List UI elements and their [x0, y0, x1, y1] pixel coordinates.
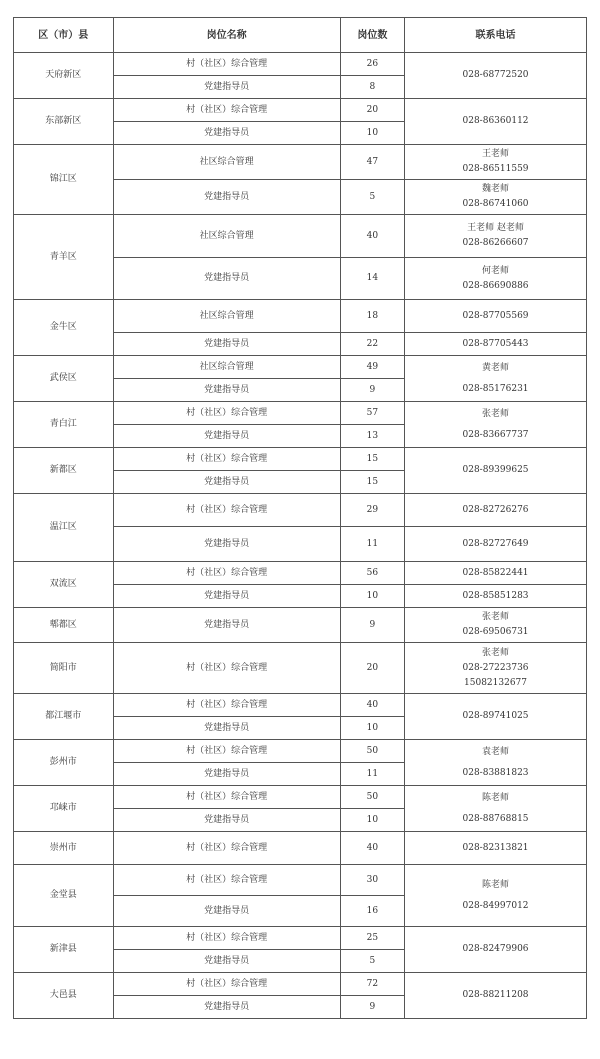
count-cell: 40	[340, 694, 404, 717]
contact-line: 王老师	[482, 149, 510, 159]
table-row	[14, 402, 587, 425]
contact-line: 陈老师	[482, 879, 510, 890]
phone-cell	[405, 333, 587, 356]
contact-line: 028-86690886	[462, 280, 529, 291]
count-cell: 10	[340, 122, 404, 145]
count-cell: 18	[340, 300, 404, 333]
county-cell: 大邑县	[14, 973, 114, 1019]
count-cell: 57	[340, 402, 404, 425]
count-cell: 9	[340, 608, 404, 643]
table-row	[14, 215, 587, 258]
phone-cell	[405, 786, 587, 832]
count-cell: 10	[340, 717, 404, 740]
contact-line: 何老师	[482, 265, 510, 276]
count-cell: 25	[340, 927, 404, 950]
count-cell: 49	[340, 356, 404, 379]
contact-line: 028-88211208	[462, 990, 529, 1000]
contact-line: 张老师	[482, 408, 510, 419]
phone-cell	[405, 448, 587, 494]
post-cell: 党建指导员	[113, 471, 340, 494]
phone-cell	[405, 832, 587, 865]
post-cell: 村（社区）综合管理	[113, 53, 340, 76]
county-cell: 天府新区	[14, 53, 114, 99]
post-cell: 党建指导员	[113, 996, 340, 1019]
count-cell: 29	[340, 494, 404, 527]
header-phone: 联系电话	[405, 18, 587, 53]
contact-line: 028-87705443	[462, 338, 529, 349]
count-cell: 10	[340, 585, 404, 608]
table-row	[14, 973, 587, 996]
contact-line: 028-82726276	[462, 504, 529, 515]
table-row	[14, 927, 587, 950]
recruitment-table	[13, 17, 587, 1019]
post-cell: 村（社区）综合管理	[113, 973, 340, 996]
phone-cell	[405, 53, 587, 99]
header-county: 区（市）县	[14, 18, 114, 53]
contact-line: 028-89399625	[462, 465, 529, 475]
post-cell: 党建指导员	[113, 608, 340, 643]
phone-cell	[405, 740, 587, 786]
post-cell: 党建指导员	[113, 425, 340, 448]
county-cell: 青白江	[14, 402, 114, 448]
post-cell: 党建指导员	[113, 717, 340, 740]
count-cell: 47	[340, 145, 404, 180]
table-row	[14, 53, 587, 76]
post-cell: 党建指导员	[113, 527, 340, 562]
phone-cell	[405, 562, 587, 585]
phone-cell	[405, 927, 587, 973]
table-row	[14, 99, 587, 122]
contact-line: 028-82479906	[462, 944, 529, 954]
count-cell: 40	[340, 832, 404, 865]
table-body	[14, 53, 587, 1019]
count-cell: 10	[340, 809, 404, 832]
county-cell: 双流区	[14, 562, 114, 608]
post-cell: 党建指导员	[113, 379, 340, 402]
county-cell: 武侯区	[14, 356, 114, 402]
contact-line: 028-88768815	[462, 813, 529, 824]
count-cell: 11	[340, 763, 404, 786]
post-cell: 党建指导员	[113, 950, 340, 973]
contact-line: 028-27223736	[462, 662, 529, 673]
phone-cell	[405, 527, 587, 562]
contact-line: 028-82313821	[462, 842, 529, 853]
post-cell: 村（社区）综合管理	[113, 832, 340, 865]
phone-cell	[405, 145, 587, 180]
county-cell: 邛崃市	[14, 786, 114, 832]
contact-line: 028-84997012	[462, 900, 529, 911]
header-count: 岗位数	[340, 18, 404, 53]
count-cell: 20	[340, 99, 404, 122]
count-cell: 50	[340, 740, 404, 763]
count-cell: 22	[340, 333, 404, 356]
count-cell: 13	[340, 425, 404, 448]
post-cell: 党建指导员	[113, 180, 340, 215]
contact-line: 028-86741060	[462, 199, 529, 209]
post-cell: 村（社区）综合管理	[113, 865, 340, 896]
phone-cell	[405, 356, 587, 402]
contact-line: 张老师	[482, 612, 510, 622]
post-cell: 党建指导员	[113, 258, 340, 300]
phone-cell	[405, 300, 587, 333]
post-cell: 社区综合管理	[113, 300, 340, 333]
county-cell: 崇州市	[14, 832, 114, 865]
contact-line: 王老师 赵老师	[467, 223, 524, 233]
post-cell: 党建指导员	[113, 763, 340, 786]
contact-line: 028-68772520	[462, 70, 529, 80]
phone-cell	[405, 865, 587, 927]
contact-line: 028-86360112	[462, 116, 529, 126]
header-post: 岗位名称	[113, 18, 340, 53]
table-row	[14, 608, 587, 643]
contact-line: 028-83667737	[462, 429, 529, 440]
table-row	[14, 448, 587, 471]
count-cell: 14	[340, 258, 404, 300]
count-cell: 20	[340, 643, 404, 694]
county-cell: 青羊区	[14, 215, 114, 300]
county-cell: 郫都区	[14, 608, 114, 643]
phone-cell	[405, 258, 587, 300]
contact-line: 028-82727649	[462, 538, 529, 549]
count-cell: 9	[340, 379, 404, 402]
phone-cell	[405, 494, 587, 527]
county-cell: 新津县	[14, 927, 114, 973]
table-row	[14, 832, 587, 865]
phone-cell	[405, 694, 587, 740]
count-cell: 30	[340, 865, 404, 896]
post-cell: 党建指导员	[113, 76, 340, 99]
county-cell: 东部新区	[14, 99, 114, 145]
post-cell: 村（社区）综合管理	[113, 562, 340, 585]
contact-line: 028-85822441	[462, 567, 529, 578]
table-row	[14, 694, 587, 717]
phone-cell	[405, 99, 587, 145]
phone-cell	[405, 973, 587, 1019]
phone-cell	[405, 215, 587, 258]
contact-line: 陈老师	[482, 792, 510, 803]
post-cell: 村（社区）综合管理	[113, 694, 340, 717]
contact-line: 028-83881823	[462, 767, 529, 778]
phone-cell	[405, 585, 587, 608]
post-cell: 村（社区）综合管理	[113, 927, 340, 950]
phone-cell	[405, 608, 587, 643]
post-cell: 党建指导员	[113, 896, 340, 927]
count-cell: 11	[340, 527, 404, 562]
phone-cell	[405, 180, 587, 215]
header-row	[14, 18, 587, 53]
county-cell: 金堂县	[14, 865, 114, 927]
post-cell: 村（社区）综合管理	[113, 99, 340, 122]
contact-line: 魏老师	[482, 184, 510, 194]
contact-line: 028-85851283	[462, 590, 529, 601]
contact-line: 028-87705569	[462, 310, 529, 321]
phone-cell	[405, 643, 587, 694]
table-row	[14, 865, 587, 896]
post-cell: 党建指导员	[113, 585, 340, 608]
contact-line: 袁老师	[482, 746, 510, 757]
table-row	[14, 356, 587, 379]
count-cell: 26	[340, 53, 404, 76]
post-cell: 社区综合管理	[113, 356, 340, 379]
contact-line: 028-89741025	[462, 711, 529, 721]
post-cell: 村（社区）综合管理	[113, 786, 340, 809]
county-cell: 简阳市	[14, 643, 114, 694]
table-row	[14, 740, 587, 763]
count-cell: 5	[340, 180, 404, 215]
count-cell: 5	[340, 950, 404, 973]
count-cell: 16	[340, 896, 404, 927]
contact-line: 黄老师	[482, 362, 510, 373]
county-cell: 都江堰市	[14, 694, 114, 740]
count-cell: 15	[340, 471, 404, 494]
post-cell: 村（社区）综合管理	[113, 740, 340, 763]
contact-line: 028-86511559	[462, 164, 529, 174]
county-cell: 彭州市	[14, 740, 114, 786]
table-row	[14, 786, 587, 809]
table-row	[14, 643, 587, 694]
table-row	[14, 562, 587, 585]
phone-cell	[405, 402, 587, 448]
count-cell: 72	[340, 973, 404, 996]
post-cell: 村（社区）综合管理	[113, 448, 340, 471]
post-cell: 党建指导员	[113, 122, 340, 145]
contact-line: 15082132677	[464, 677, 528, 688]
count-cell: 9	[340, 996, 404, 1019]
contact-line: 028-86266607	[462, 238, 529, 248]
county-cell: 金牛区	[14, 300, 114, 356]
post-cell: 村（社区）综合管理	[113, 643, 340, 694]
count-cell: 56	[340, 562, 404, 585]
count-cell: 8	[340, 76, 404, 99]
table-row	[14, 300, 587, 333]
post-cell: 村（社区）综合管理	[113, 402, 340, 425]
count-cell: 40	[340, 215, 404, 258]
table-row	[14, 494, 587, 527]
county-cell: 新都区	[14, 448, 114, 494]
count-cell: 15	[340, 448, 404, 471]
post-cell: 社区综合管理	[113, 215, 340, 258]
county-cell: 锦江区	[14, 145, 114, 215]
post-cell: 社区综合管理	[113, 145, 340, 180]
contact-line: 张老师	[482, 647, 510, 658]
contact-line: 028-85176231	[462, 383, 529, 394]
post-cell: 村（社区）综合管理	[113, 494, 340, 527]
contact-line: 028-69506731	[462, 627, 529, 637]
post-cell: 党建指导员	[113, 333, 340, 356]
table-row	[14, 145, 587, 180]
county-cell: 温江区	[14, 494, 114, 562]
post-cell: 党建指导员	[113, 809, 340, 832]
count-cell: 50	[340, 786, 404, 809]
